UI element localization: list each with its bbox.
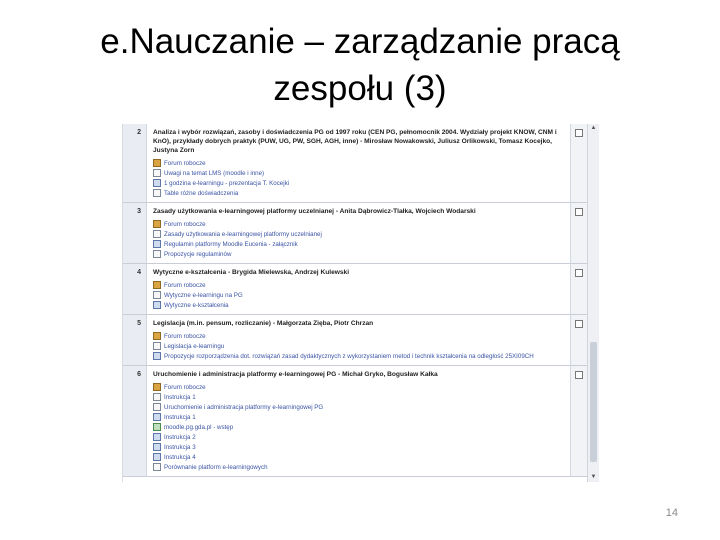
resource-label[interactable]: Regulamin platformy Moodle Eucenia - załącznik [164,240,298,248]
topic-body [147,203,570,263]
resource-link[interactable] [153,188,566,198]
file-icon [153,453,161,461]
page-icon [153,230,161,238]
topic-number: 3 [123,203,147,263]
resource-link[interactable] [153,351,566,361]
resource-link[interactable] [153,422,566,432]
resource-label[interactable]: Instrukcja 3 [164,443,196,451]
checkbox-icon[interactable] [575,269,583,277]
resource-label[interactable]: Legislacja e-learningu [164,342,225,350]
topic-section-5 [123,315,587,366]
topic-section-3 [123,203,587,264]
resource-link[interactable] [153,249,566,259]
file-icon [153,433,161,441]
resource-label[interactable]: Propozycje rozporządzenia dot. rozwiązań zasad dydaktycznych z wykorzystaniem metod i technik kształcenia na odległość 25XI09CH [164,352,534,360]
resource-link[interactable] [153,219,566,229]
resource-link[interactable] [153,300,566,310]
topic-highlight-toggle [570,203,587,263]
resource-label[interactable]: Uruchomienie i administracja platformy e-learningowej PG [164,403,324,411]
scroll-down-icon[interactable]: ▼ [590,474,597,480]
forum-icon [153,281,161,289]
slide-title-line-1: e.Nauczanie – zarządzanie pracą [100,22,620,61]
page-icon [153,250,161,258]
resource-link[interactable] [153,290,566,300]
file-icon [153,240,161,248]
resource-link[interactable] [153,452,566,462]
checkbox-icon[interactable] [575,320,583,328]
resource-link[interactable] [153,432,566,442]
page-icon [153,403,161,411]
file-icon [153,443,161,451]
file-icon [153,413,161,421]
resource-label[interactable]: Forum robocze [164,159,206,167]
topic-body [147,124,570,202]
scrollbar-thumb[interactable] [590,342,597,462]
resource-label[interactable]: Forum robocze [164,332,206,340]
course-topics-list [123,124,587,477]
resource-label[interactable]: Forum robocze [164,281,206,289]
resource-link[interactable] [153,402,566,412]
link-icon [153,423,161,431]
resource-label[interactable]: Wytyczne e-kształcenia [164,301,229,309]
forum-icon [153,383,161,391]
topic-number: 6 [123,366,147,476]
scroll-up-icon[interactable]: ▲ [590,125,597,131]
topic-highlight-toggle [570,315,587,365]
resource-link[interactable] [153,168,566,178]
resource-label[interactable]: moodle.pg.gda.pl - wstęp [164,423,234,431]
resource-label[interactable]: Instrukcja 1 [164,393,196,401]
resource-label[interactable]: Forum robocze [164,383,206,391]
forum-icon [153,159,161,167]
resource-link[interactable] [153,229,566,239]
resource-label[interactable]: Table różne doświadczenia [164,189,239,197]
resource-link[interactable] [153,239,566,249]
resource-link[interactable] [153,341,566,351]
topic-summary: Wytyczne e-kształcenia - Brygida Mielewska, Andrzej Kulewski [153,269,350,276]
resource-link[interactable] [153,158,566,168]
resource-label[interactable]: Wytyczne e-learningu na PG [164,291,243,299]
resource-label[interactable]: Instrukcja 4 [164,453,196,461]
page-number: 14 [665,507,678,519]
resource-link[interactable] [153,331,566,341]
topic-section-4 [123,264,587,315]
resource-label[interactable]: Zasady użytkowania e-learningowej platformy uczelnianej [164,230,322,238]
topic-summary: Analiza i wybór rozwiązań, zasoby i doświadczenia PG od 1997 roku (CEN PG, pełnomocnik 2004. Wydziały projekt KNOW, CNM i KnO), przykłady dobrych praktyk (PUW, UG, PW, SGH, AGH, inne) - Mirosław Nowakowski, Juliusz Orlikowski, Tomasz Kocejko, Justyna Zorn [153,129,557,154]
forum-icon [153,220,161,228]
forum-icon [153,332,161,340]
page-icon [153,169,161,177]
topic-highlight-toggle [570,366,587,476]
topic-summary: Legislacja (m.in. pensum, rozliczanie) - Małgorzata Zięba, Piotr Chrzan [153,320,374,327]
checkbox-icon[interactable] [575,129,583,137]
resource-link[interactable] [153,442,566,452]
slide-title [40,18,680,112]
file-icon [153,301,161,309]
page-icon [153,291,161,299]
resource-label[interactable]: Uwagi na temat LMS (moodle i inne) [164,169,265,177]
topic-body [147,315,570,365]
topic-summary: Uruchomienie i administracja platformy e-learningowej PG - Michał Gryko, Bogusław Kałka [153,371,438,378]
topic-highlight-toggle [570,124,587,202]
resource-label[interactable]: Porównanie platform e-learningowych [164,463,268,471]
topic-section-6 [123,366,587,477]
resource-label[interactable]: 1 godzina e-learningu - prezentacja T. Kocejki [164,179,290,187]
file-icon [153,179,161,187]
topic-section-2 [123,124,587,203]
scrollbar[interactable] [587,124,599,482]
course-screenshot [122,124,599,482]
resource-label[interactable]: Instrukcja 1 [164,413,196,421]
resource-label[interactable]: Instrukcja 2 [164,433,196,441]
resource-link[interactable] [153,462,566,472]
topic-number: 5 [123,315,147,365]
resource-link[interactable] [153,280,566,290]
topic-number: 4 [123,264,147,314]
resource-link[interactable] [153,412,566,422]
topic-number: 2 [123,124,147,202]
resource-link[interactable] [153,392,566,402]
page-icon [153,463,161,471]
topic-body [147,366,570,476]
topic-highlight-toggle [570,264,587,314]
checkbox-icon[interactable] [575,208,583,216]
slide-title-line-2: zespołu (3) [273,69,447,108]
resource-link[interactable] [153,178,566,188]
topic-summary: Zasady użytkowania e-learningowej platformy uczelnianej - Anita Dąbrowicz-Tlałka, Wojciech Wodarski [153,208,476,215]
resource-link[interactable] [153,382,566,392]
page-icon [153,189,161,197]
resource-label[interactable]: Propozycje regulaminów [164,250,232,258]
file-icon [153,352,161,360]
topic-body [147,264,570,314]
page-icon [153,393,161,401]
resource-label[interactable]: Forum robocze [164,220,206,228]
checkbox-icon[interactable] [575,371,583,379]
page-icon [153,342,161,350]
